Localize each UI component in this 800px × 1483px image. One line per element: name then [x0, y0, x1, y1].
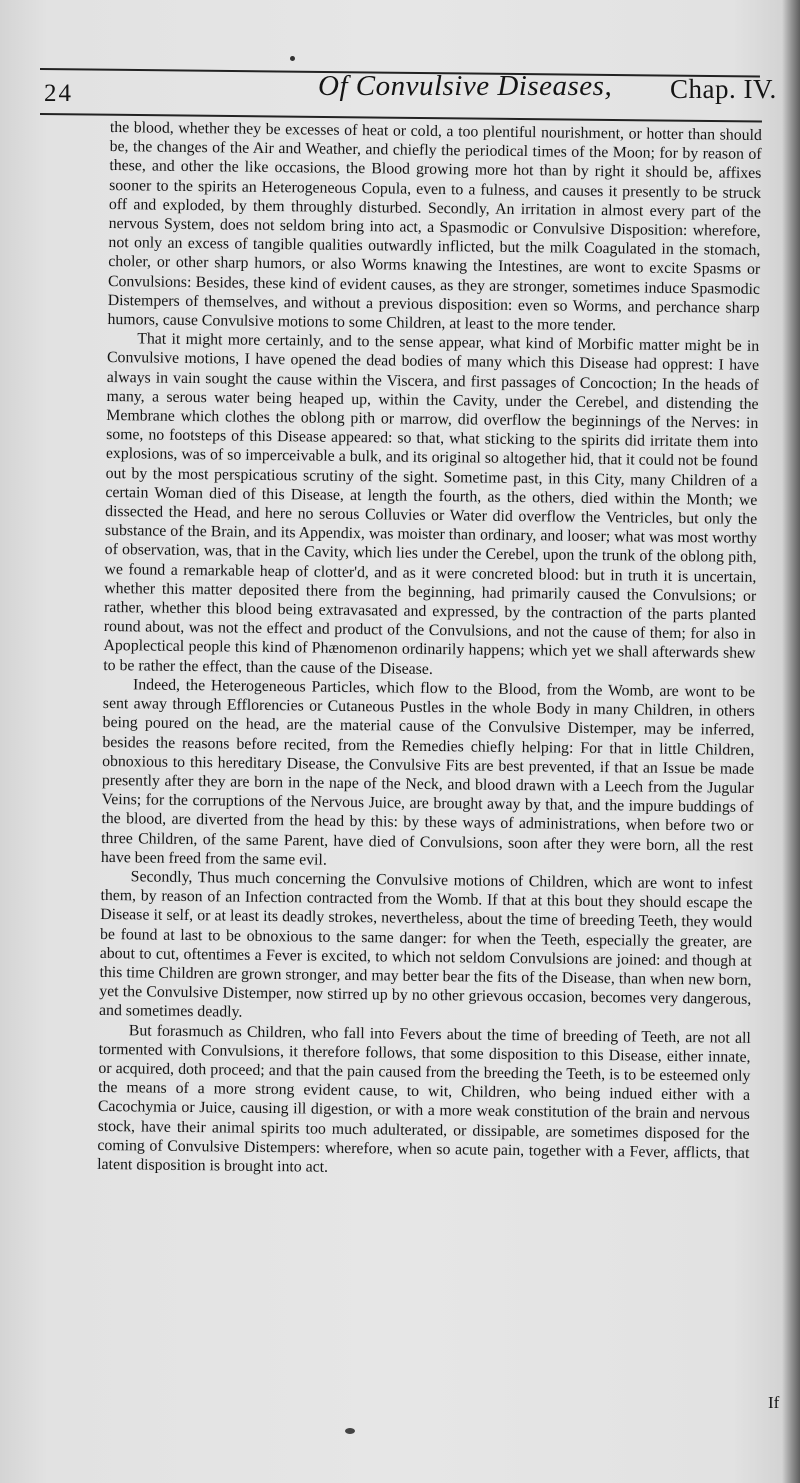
ink-smudge [345, 1428, 355, 1434]
ink-dot [290, 56, 295, 61]
page-number: 24 [44, 80, 73, 107]
paragraph-2: That it might more certainly, and to the sense appear, what kind of Morbific matter might be in Convulsive motions, I have opened the dead bodies of many which this Disease had opprest: I have always in vain sought the cause within the Viscera, and first passages of Concoction; In the heads of many, a serous water being heaped up, within the Cavity, under the Cerebel, and distending the Membrane which clothes the oblong pith or marrow, did overflow the beginnings of the Nerves: in some, no footsteps of this Disease appeared: so that, what sticking to the spirits did irritate them into explosions, was of so imperceivable a bulk, and its original so altogether hid, that it could not be found out by the most perspicatious scrutiny of the sight. Sometime past, in this City, many Children of a certain Woman died of this Disease, at length the fourth, as the others, died within the Month; we dissected the Head, and here no serous Colluvies or Water did overflow the Ventricles, but only the substance of the Brain, and its Appendix, was moister than ordinary, and looser; what was most worthy of observation, was, that in the Cavity, which lies under the Cerebel, upon the trunk of the oblong pith, we found a remarkable heap of clotter'd, and as it were concreted blood: but in truth it is uncertain, whether this matter deposited there from the beginning, had primarily caused the Convulsions; or rather, whether this blood being extravasated and expressed, by the contraction of the parts planted round about, was not the effect and product of the Convulsions, and not the cause of them; for also in Apoplectical people this kind of Phænomenon ordinarily happens; which yet we shall afterwards shew to be rather the effect, than the cause of the Disease. [103, 330, 760, 678]
running-title: Of Convulsive Diseases, [318, 70, 613, 102]
chapter-label: Chap. IV. [670, 74, 777, 104]
catchword: If [768, 1393, 780, 1412]
paragraph-1: the blood, whether they be excesses of heat or cold, a too plentiful nourishment, or hotter than should be, the changes of the Air and Weather, and chiefly the periodical times of the Moon; for by reason of these, and other the like occasions, the Blood growing more hot than by right it should be, affixes sooner to the spirits an Heterogeneous Copula, even to a fulness, and causes it presently to be struck off and exploded, by them throughly disturbed. Secondly, An irritation in almost every part of the nervous System, does not seldom bring into act, a Spasmodic or Convulsive Disposition: wherefore, not only an excess of tangible qualities outwardly inflicted, but the milk Coagulated in the stomach, choler, or other sharp humors, or also Worms knawing the Intestines, are wont to excite Spasms or Convulsions: Besides, these kind of evident causes, as they are stronger, sometimes induce Spasmodic Distempers of themselves, and without a previous disposition: even so Worms, and perchance sharp humors, cause Convulsive motions to some Children, at least to the more tender. [107, 118, 762, 335]
binding-shadow [782, 0, 800, 1483]
paragraph-3: Indeed, the Heterogeneous Particles, which flow to the Blood, from the Womb, are wont to be sent away through Efflorencies or Cutaneous Pustles in the whole Body in many Children, in others being poured on the head, are the material cause of the Convulsive Distemper, may be inferred, besides the reasons before recited, from the Remedies chiefly helping: For that in little Children, obnoxious to this hereditary Disease, the Convulsive Fits are best prevented, if that an Issue be made presently after they are born in the nape of the Neck, and blood drawn with a Leech from the Jugular Veins; for the corruptions of the Nervous Juice, are brought away by that, and the impure buddings of the blood, are diverted from the head by this: by these ways of administrations, when before two or three Children, of the same Parent, have died of Convulsions, soon after they were born, all the rest have been freed from the same evil. [100, 676, 756, 869]
body-text [97, 118, 762, 1182]
paragraph-4: Secondly, Thus much concerning the Convulsive motions of Children, which are wont to infest them, by reason of an Infection contracted from the Womb. If that at this bout they should escape the Disease it self, or at least its deadly strokes, nevertheless, about the time of breeding Teeth, they would be found at last to be obnoxious to the same danger: for when the Teeth, especially the greater, are about to cut, oftentimes a Fever is excited, to which not seldom Convulsions are joined: and though at this time Children are grown stronger, and may better bear the fits of the Disease, than when new born, yet the Convulsive Distemper, now stirred up by no other grievous occasion, becomes very dangerous, and sometimes deadly. [98, 868, 753, 1022]
paragraph-5: But forasmuch as Children, who fall into Fevers about the time of breeding of Teeth, are not all tormented with Convulsions, it therefore follows, that some disposition to this Disease, either innate, or acquired, doth proceed; and that the pain caused from the breeding the Teeth, is to be esteemed only the means of a more strong evident cause, to wit, Children, who being indued either with a Cacochymia or Juice, causing ill digestion, or with a more weak constitution of the brain and nervous stock, have their animal spirits too much adulterated, or dissipable, are sometimes disposed for the coming of Convulsive Distempers: wherefore, when so acute pain, together with a Fever, afflicts, that latent disposition is brought into act. [97, 1021, 751, 1176]
